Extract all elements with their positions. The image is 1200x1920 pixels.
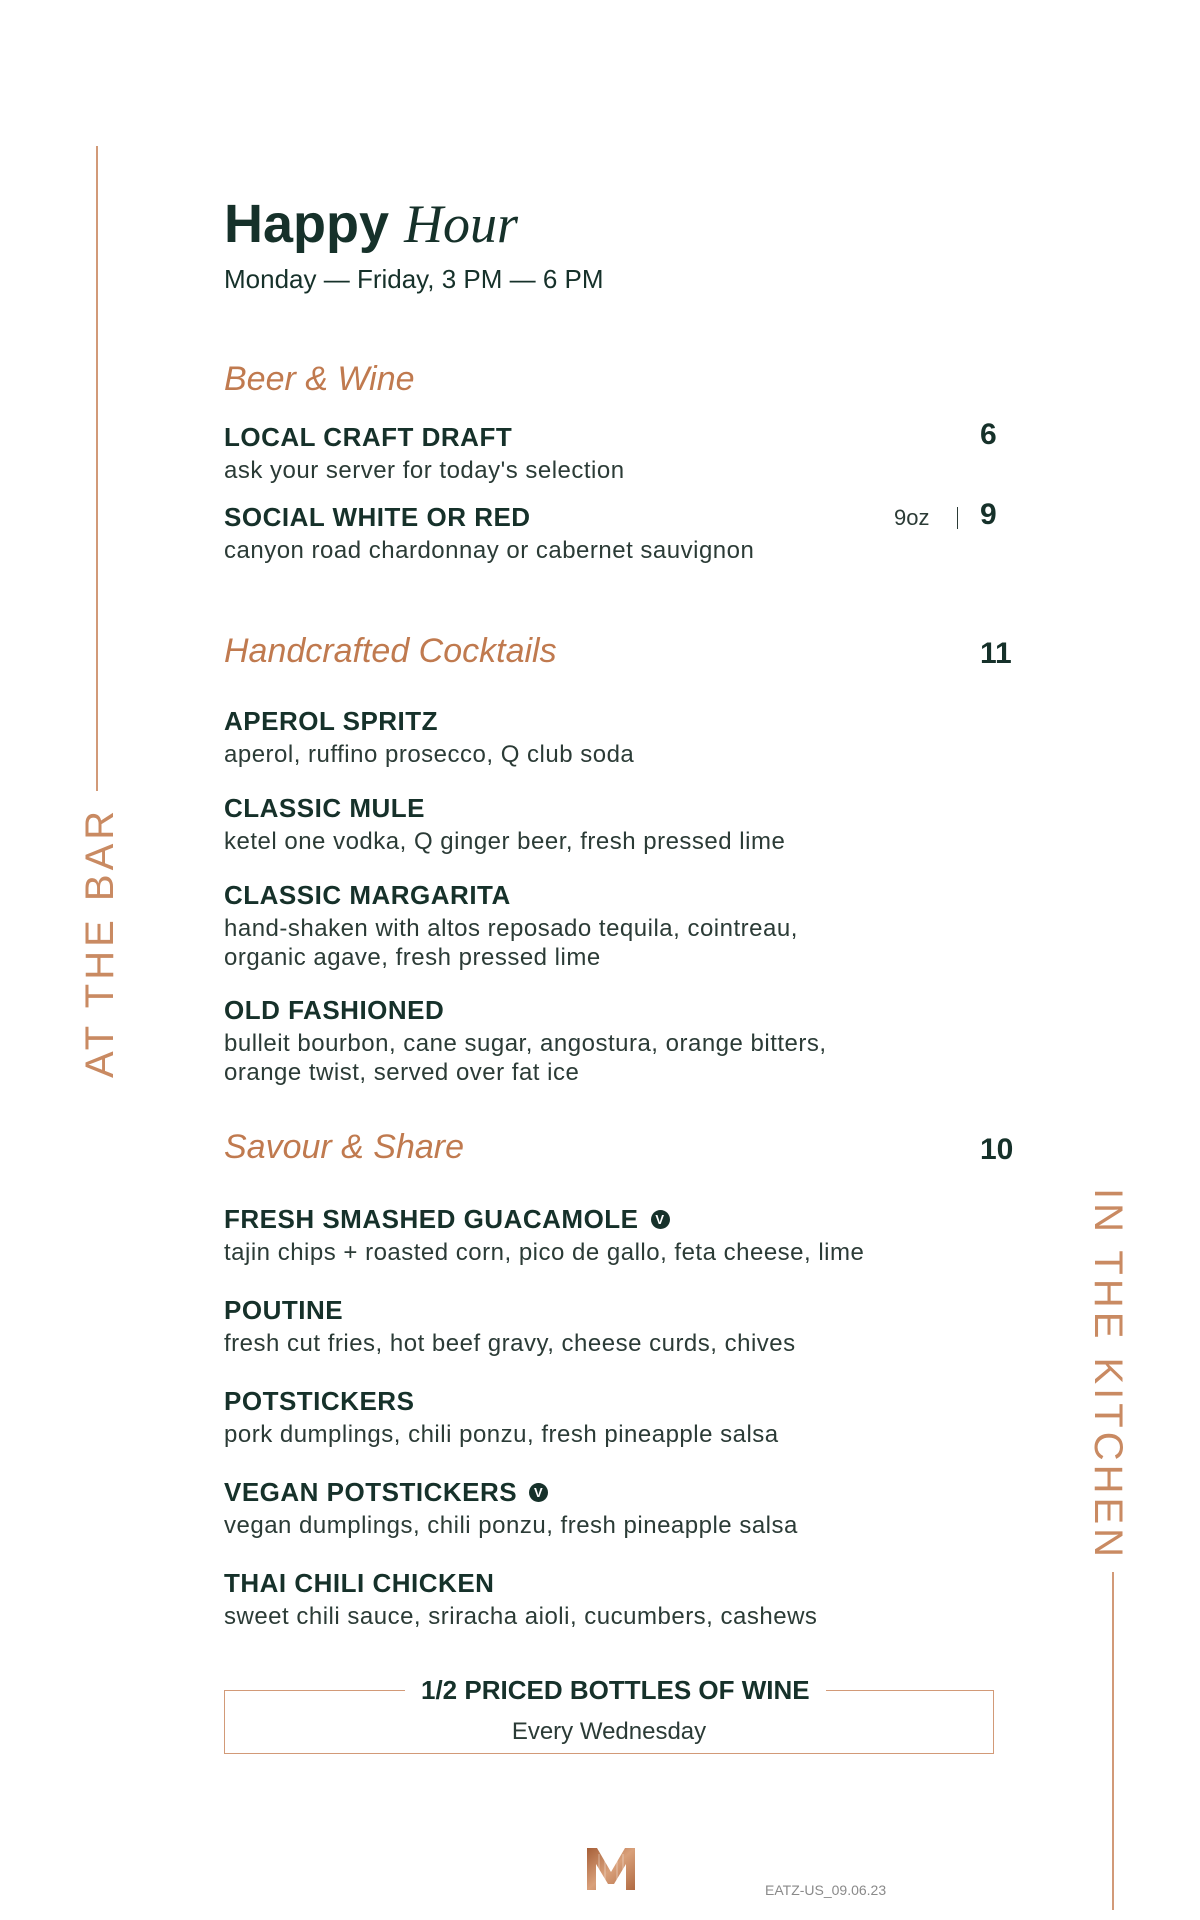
item-desc: canyon road chardonnay or cabernet sauvignon <box>224 537 755 564</box>
item-name: POUTINE <box>224 1295 344 1325</box>
list-item <box>224 501 984 565</box>
price-divider <box>957 507 958 529</box>
item-desc-line: bulleit bourbon, cane sugar, angostura, orange bitters, <box>224 1030 827 1057</box>
section-price-savour: 10 <box>980 1133 1014 1166</box>
item-name: APEROL SPRITZ <box>224 706 439 736</box>
item-desc: ketel one vodka, Q ginger beer, fresh pressed lime <box>224 828 786 855</box>
list-item <box>224 1385 984 1449</box>
item-desc: ask your server for today's selection <box>224 457 625 484</box>
item-name: POTSTICKERS <box>224 1386 415 1416</box>
m-logo-icon <box>585 1846 637 1897</box>
in-the-kitchen-label: IN THE KITCHEN <box>1086 1188 1130 1562</box>
item-desc: pork dumplings, chili ponzu, fresh pineapple salsa <box>224 1421 779 1448</box>
item-desc: aperol, ruffino prosecco, Q club soda <box>224 741 635 768</box>
item-price: 9 <box>980 498 997 531</box>
list-item <box>224 994 984 1087</box>
list-item <box>224 1567 984 1631</box>
at-the-bar-label: AT THE BAR <box>78 806 122 1078</box>
vegan-badge-icon: V <box>651 1210 670 1229</box>
page-title <box>224 194 518 254</box>
promo-title: 1/2 PRICED BOTTLES OF WINE <box>405 1674 826 1706</box>
item-name: LOCAL CRAFT DRAFT <box>224 422 513 452</box>
item-name-row <box>224 1203 984 1235</box>
item-name: OLD FASHIONED <box>224 995 445 1025</box>
item-name: FRESH SMASHED GUACAMOLE <box>224 1204 639 1234</box>
item-name: THAI CHILI CHICKEN <box>224 1568 495 1598</box>
item-desc-line: orange twist, served over fat ice <box>224 1059 580 1086</box>
item-name-row <box>224 1476 984 1508</box>
item-desc-line: hand-shaken with altos reposado tequila, cointreau, <box>224 915 798 942</box>
item-size: 9oz <box>894 505 930 530</box>
item-name: CLASSIC MULE <box>224 793 425 823</box>
list-item <box>224 792 984 856</box>
item-desc-line: organic agave, fresh pressed lime <box>224 944 601 971</box>
promo-subtitle: Every Wednesday <box>511 1718 707 1745</box>
section-beer-wine: Beer & Wine <box>224 360 415 398</box>
hours-subtitle: Monday — Friday, 3 PM — 6 PM <box>224 264 604 294</box>
title-hour: Hour <box>404 194 519 254</box>
list-item <box>224 1476 984 1540</box>
list-item <box>224 705 984 769</box>
title-happy: Happy <box>224 194 390 254</box>
right-rule <box>1112 1572 1114 1910</box>
footer-code: EATZ-US_09.06.23 <box>765 1882 887 1898</box>
item-name: SOCIAL WHITE OR RED <box>224 502 531 532</box>
item-name: VEGAN POTSTICKERS <box>224 1477 518 1507</box>
list-item <box>224 879 984 972</box>
section-cocktails: Handcrafted Cocktails <box>224 632 557 670</box>
list-item <box>224 421 984 485</box>
item-desc <box>224 914 984 972</box>
section-savour-share: Savour & Share <box>224 1128 465 1166</box>
list-item <box>224 1294 984 1358</box>
list-item <box>224 1203 984 1267</box>
item-desc: tajin chips + roasted corn, pico de gallo, feta cheese, lime <box>224 1239 865 1266</box>
left-rule <box>96 146 98 791</box>
item-price: 6 <box>980 418 997 451</box>
item-desc: fresh cut fries, hot beef gravy, cheese curds, chives <box>224 1330 796 1357</box>
vegan-badge-icon: V <box>529 1483 548 1502</box>
item-name: CLASSIC MARGARITA <box>224 880 511 910</box>
item-desc: vegan dumplings, chili ponzu, fresh pineapple salsa <box>224 1512 798 1539</box>
item-desc: sweet chili sauce, sriracha aioli, cucumbers, cashews <box>224 1603 818 1630</box>
section-price-cocktails: 11 <box>980 637 1012 670</box>
item-desc <box>224 1029 984 1087</box>
